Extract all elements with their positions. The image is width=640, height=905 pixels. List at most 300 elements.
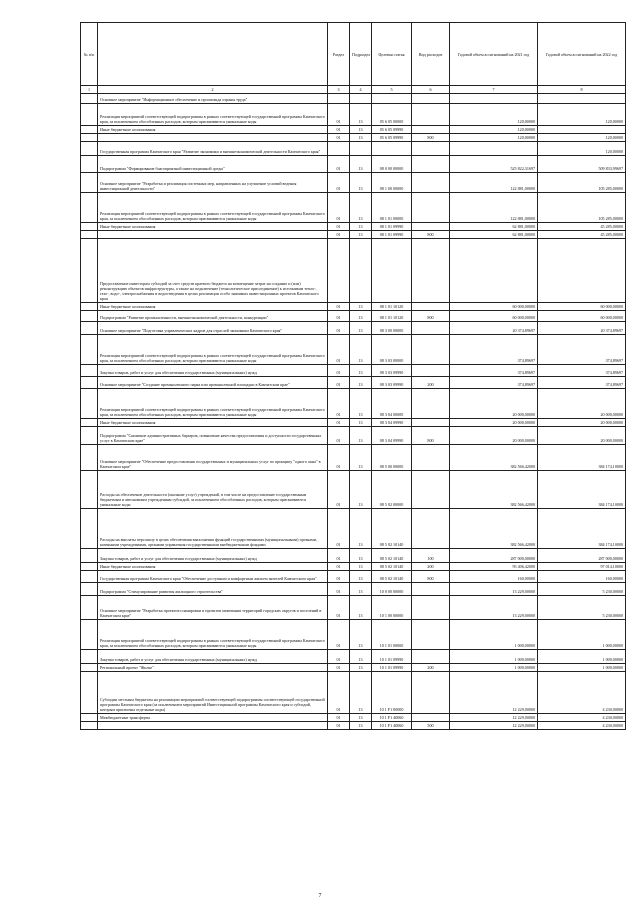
row-exp-type — [412, 620, 450, 650]
row-num — [81, 303, 98, 311]
row-name: Подпрограмма "Стимулирование развития жилищного строительства" — [98, 583, 328, 596]
row-exp-type: 800 — [412, 571, 450, 583]
row-y2021: 525 822,31697 — [450, 156, 538, 173]
row-exp-type — [412, 126, 450, 134]
row-y2022: 105 285,00000 — [538, 193, 626, 223]
table-row — [81, 596, 626, 620]
row-name: Предоставление инвесторам субсидий за счет средств краевого бюджета на возмещение затрат на создание и (или) реконструкцию объектов инфраструктуры, а также на подключение (технологическое присоединение) к источникам тепло-, газо-, водо-, электроснабжения и водоотведения в целях реализации особо значимых инвестиционных проектов Камчатского края — [98, 239, 328, 303]
row-exp-type — [412, 445, 450, 471]
table-row — [81, 311, 626, 322]
row-y2022: 120,00000 — [538, 104, 626, 126]
row-section: 01 — [328, 377, 350, 389]
row-y2021: 120,00000 — [450, 104, 538, 126]
table-row — [81, 571, 626, 583]
header-exp-type: Вид расходов — [412, 23, 450, 86]
column-index: 1 — [81, 86, 98, 94]
row-exp-type — [412, 419, 450, 427]
row-exp-type — [412, 303, 450, 311]
row-subsection: 13 — [350, 104, 372, 126]
row-exp-type: 200 — [412, 377, 450, 389]
row-num — [81, 126, 98, 134]
row-num — [81, 335, 98, 365]
row-section: 01 — [328, 419, 350, 427]
table-row — [81, 377, 626, 389]
row-subsection: 13 — [350, 650, 372, 664]
row-exp-type — [412, 193, 450, 223]
row-exp-type — [412, 94, 450, 104]
row-y2022: 105 285,00000 — [538, 173, 626, 193]
row-name: Иные бюджетные ассигнования — [98, 303, 328, 311]
row-num — [81, 311, 98, 322]
row-num — [81, 596, 98, 620]
row-name: Государственная программа Камчатского края "Обеспечение доступным и комфортным жильем жителей Камчатского края" — [98, 571, 328, 583]
row-y2022: 45 285,00000 — [538, 223, 626, 231]
row-subsection: 13 — [350, 563, 372, 571]
row-y2022: 384 174,10000 — [538, 445, 626, 471]
row-y2022: 1 000,00000 — [538, 664, 626, 672]
row-y2021 — [450, 239, 538, 303]
row-num — [81, 620, 98, 650]
table-row — [81, 563, 626, 571]
row-name: Закупка товаров, работ и услуг для обеспечения государственных (муниципальных) нужд — [98, 549, 328, 563]
row-y2022: 60 000,00000 — [538, 311, 626, 322]
header-y2021: Годовой объем ассигнований на 2021 год — [450, 23, 538, 86]
row-subsection — [350, 142, 372, 156]
row-exp-type — [412, 173, 450, 193]
row-subsection: 13 — [350, 722, 372, 730]
row-name: Межбюджетные трансферты — [98, 714, 328, 722]
row-section: 01 — [328, 104, 350, 126]
row-section: 01 — [328, 583, 350, 596]
page-number: 7 — [318, 893, 322, 899]
row-y2021: 62 881,00000 — [450, 223, 538, 231]
row-target: 08 1 01 00000 — [372, 193, 412, 223]
row-section: 01 — [328, 322, 350, 335]
row-target: 08 5 02 10140 — [372, 549, 412, 563]
table-row — [81, 650, 626, 664]
table-row — [81, 664, 626, 672]
row-target: 08 3 04 00000 — [372, 389, 412, 419]
row-section: 01 — [328, 714, 350, 722]
table-row — [81, 389, 626, 419]
row-target: 10 1 01 09990 — [372, 664, 412, 672]
row-exp-type — [412, 156, 450, 173]
row-y2022: 374,89697 — [538, 365, 626, 377]
header-section: Раздел — [328, 23, 350, 86]
row-subsection — [350, 239, 372, 303]
row-y2022: 60 000,00000 — [538, 303, 626, 311]
row-section — [328, 239, 350, 303]
row-num — [81, 563, 98, 571]
row-name: Субсидии местным бюджетам на реализацию мероприятий соответствующей подпрограммы соответствующей государственной программы Камчатского края (за исключением мероприятий Инвестиционной программы Камчатского края и субсидий, которым присвоены отдельные коды) — [98, 672, 328, 714]
row-target: 08 1 01 10120 — [372, 303, 412, 311]
row-section: 01 — [328, 231, 350, 239]
row-name: Расходы на обеспечение деятельности (оказание услуг) учреждений, в том числе на предоставление государственным бюджетным и автономным учреждениям субсидий, за исключением обособленных расходов, которым присваиваются уникальные коды — [98, 471, 328, 509]
row-num — [81, 322, 98, 335]
row-num — [81, 104, 98, 126]
row-subsection: 13 — [350, 173, 372, 193]
row-section — [328, 94, 350, 104]
row-target: 08 5 02 10140 — [372, 571, 412, 583]
row-y2022 — [538, 94, 626, 104]
row-y2022: 120,00000 — [538, 142, 626, 156]
row-section: 01 — [328, 389, 350, 419]
row-section: 01 — [328, 134, 350, 142]
row-exp-type — [412, 583, 450, 596]
row-name — [98, 231, 328, 239]
row-y2022: 20 000,00000 — [538, 389, 626, 419]
table-row — [81, 104, 626, 126]
row-num — [81, 714, 98, 722]
row-y2022: 20 000,00000 — [538, 419, 626, 427]
row-y2021: 1 000,00000 — [450, 650, 538, 664]
row-name: Закупка товаров, работ и услуг для обеспечения государственных (муниципальных) нужд — [98, 365, 328, 377]
row-section: 01 — [328, 596, 350, 620]
header-y2022: Годовой объем ассигнований на 2022 год — [538, 23, 626, 86]
row-y2022: 1 000,00000 — [538, 650, 626, 664]
row-num — [81, 365, 98, 377]
table-row — [81, 509, 626, 549]
row-subsection: 13 — [350, 509, 372, 549]
row-num — [81, 509, 98, 549]
column-index: 3 — [328, 86, 350, 94]
row-y2021: 20 000,00000 — [450, 427, 538, 445]
table-row — [81, 142, 626, 156]
row-target: 08 1 01 10120 — [372, 311, 412, 322]
row-y2021: 160,00000 — [450, 571, 538, 583]
row-y2021: 1 000,00000 — [450, 664, 538, 672]
row-y2022: 287 000,00000 — [538, 549, 626, 563]
row-section: 01 — [328, 672, 350, 714]
row-num — [81, 142, 98, 156]
row-name: Основное мероприятие "Подготовка управленческих кадров для отраслей экономики Камчатского края" — [98, 322, 328, 335]
table-row — [81, 134, 626, 142]
table-row — [81, 335, 626, 365]
row-target: 10 1 00 00000 — [372, 596, 412, 620]
row-y2021: 122 881,00000 — [450, 173, 538, 193]
row-target: 10 1 F1 40060 — [372, 714, 412, 722]
row-name — [98, 722, 328, 730]
row-y2021: 382 566,42000 — [450, 509, 538, 549]
row-section — [328, 142, 350, 156]
row-name: Региональный проект "Жилье" — [98, 664, 328, 672]
column-index: 8 — [538, 86, 626, 94]
row-target: 08 3 03 00000 — [372, 335, 412, 365]
table-header-row — [81, 23, 626, 86]
row-exp-type: 800 — [412, 231, 450, 239]
row-exp-type: 800 — [412, 134, 450, 142]
column-index-row — [81, 86, 626, 94]
table-body — [81, 94, 626, 730]
row-subsection — [350, 94, 372, 104]
table-row — [81, 231, 626, 239]
row-num — [81, 672, 98, 714]
row-num — [81, 377, 98, 389]
row-exp-type: 200 — [412, 664, 450, 672]
row-exp-type — [412, 714, 450, 722]
row-y2022: 374,89697 — [538, 377, 626, 389]
row-y2021: 287 000,00000 — [450, 549, 538, 563]
row-subsection: 13 — [350, 620, 372, 650]
row-y2022: 374,89697 — [538, 335, 626, 365]
row-num — [81, 419, 98, 427]
row-section: 01 — [328, 427, 350, 445]
header-num: № п/п — [81, 23, 98, 86]
row-section: 01 — [328, 335, 350, 365]
row-section: 01 — [328, 303, 350, 311]
table-row — [81, 322, 626, 335]
table-row — [81, 672, 626, 714]
row-target: 08 5 02 10140 — [372, 509, 412, 549]
table-row — [81, 427, 626, 445]
row-y2022 — [538, 239, 626, 303]
row-exp-type: 800 — [412, 311, 450, 322]
row-section: 01 — [328, 563, 350, 571]
row-y2021: 12 229,00000 — [450, 672, 538, 714]
table-row — [81, 471, 626, 509]
row-subsection: 13 — [350, 156, 372, 173]
row-exp-type — [412, 322, 450, 335]
row-name: Реализация мероприятий соответствующей подпрограммы в рамках соответствующей государственной программы Камчатского края, за исключением обособленных расходов, которым присваиваются уникальные коды — [98, 389, 328, 419]
row-target: 08 3 00 00000 — [372, 322, 412, 335]
row-section: 01 — [328, 223, 350, 231]
row-name: Основное мероприятие "Разработка и реализация системных мер, направленных на улучшение условий ведения инвестиционной деятельности" — [98, 173, 328, 193]
row-name: Реализация мероприятий соответствующей подпрограммы в рамках соответствующей государственной программы Камчатского края, за исключением обособленных расходов, которым присваиваются уникальные коды — [98, 620, 328, 650]
row-name: Расходы на выплаты персоналу в целях обеспечения выполнения функций государственными (муниципальными) органами, казенными учреждениями, органами управления государственными внебюджетными фондами — [98, 509, 328, 549]
budget-table — [80, 22, 626, 730]
row-exp-type — [412, 239, 450, 303]
row-target: 10 1 01 00000 — [372, 620, 412, 650]
table-row — [81, 156, 626, 173]
row-target: 08 0 00 00000 — [372, 156, 412, 173]
table-row — [81, 303, 626, 311]
row-name: Государственная программа Камчатского края "Развитие экономики и внешнеэкономической деятельности Камчатского края" — [98, 142, 328, 156]
row-y2022: 20 374,89697 — [538, 322, 626, 335]
row-target — [372, 94, 412, 104]
row-y2021: 120,00000 — [450, 126, 538, 134]
row-subsection: 13 — [350, 335, 372, 365]
row-num — [81, 571, 98, 583]
row-y2021 — [450, 94, 538, 104]
row-name: Основное мероприятие "Информационное обеспечение и пропаганда охраны труда" — [98, 94, 328, 104]
table-row — [81, 365, 626, 377]
header-target: Целевая статья — [372, 23, 412, 86]
row-y2022 — [538, 126, 626, 134]
row-num — [81, 471, 98, 509]
row-y2022: 120,00000 — [538, 134, 626, 142]
row-subsection: 13 — [350, 571, 372, 583]
row-target: 08 3 04 09990 — [372, 427, 412, 445]
row-exp-type: 500 — [412, 722, 450, 730]
column-index: 6 — [412, 86, 450, 94]
row-name: Подпрограмма "Развитие промышленности, внешнеэкономической деятельности, конкуренции" — [98, 311, 328, 322]
row-subsection: 13 — [350, 322, 372, 335]
row-y2022: 509 833,99697 — [538, 156, 626, 173]
row-target: 08 5 02 10140 — [372, 563, 412, 571]
row-y2022: 45 285,00000 — [538, 231, 626, 239]
row-y2021: 13 229,00000 — [450, 583, 538, 596]
row-subsection: 13 — [350, 389, 372, 419]
row-name: Основное мероприятие "Обеспечение предоставления государственных и муниципальных услуг по принципу "одного окна" в Камчатском крае" — [98, 445, 328, 471]
row-y2021: 122 881,00000 — [450, 193, 538, 223]
row-subsection: 13 — [350, 134, 372, 142]
row-name: Подпрограмма "Снижение административных барьеров, повышение качества предоставления и доступности государственных услуг в Камчатском крае" — [98, 427, 328, 445]
row-name — [98, 134, 328, 142]
row-name: Основное мероприятие "Разработка проектов планировки и проектов межевания территорий городских округов и поселений в Камчатском крае" — [98, 596, 328, 620]
table-row — [81, 419, 626, 427]
table-row — [81, 583, 626, 596]
row-section: 01 — [328, 156, 350, 173]
row-name: Реализация мероприятий соответствующей подпрограммы в рамках соответствующей государственной программы Камчатского края, за исключением обособленных расходов, которым присваиваются уникальные коды — [98, 193, 328, 223]
row-subsection: 13 — [350, 445, 372, 471]
budget-sheet — [80, 22, 625, 730]
table-row — [81, 193, 626, 223]
row-exp-type — [412, 509, 450, 549]
row-y2021: 374,89697 — [450, 377, 538, 389]
row-subsection: 13 — [350, 714, 372, 722]
row-y2021: 62 881,00000 — [450, 231, 538, 239]
header-name — [98, 23, 328, 86]
row-y2022: 384 174,10000 — [538, 471, 626, 509]
row-y2021: 12 229,00000 — [450, 714, 538, 722]
column-index: 4 — [350, 86, 372, 94]
row-subsection: 13 — [350, 311, 372, 322]
row-y2021: 20 000,00000 — [450, 389, 538, 419]
row-section: 01 — [328, 620, 350, 650]
row-name: Реализация мероприятий соответствующей подпрограммы в рамках соответствующей государственной программы Камчатского края, за исключением обособленных расходов, которым присваиваются уникальные коды — [98, 335, 328, 365]
row-target: 05 6 05 09990 — [372, 134, 412, 142]
row-subsection: 13 — [350, 549, 372, 563]
row-target: 08 5 02 00000 — [372, 471, 412, 509]
row-num — [81, 445, 98, 471]
row-exp-type — [412, 335, 450, 365]
row-section: 01 — [328, 571, 350, 583]
table-row — [81, 173, 626, 193]
row-y2021: 120,00000 — [450, 134, 538, 142]
row-subsection: 13 — [350, 471, 372, 509]
row-num — [81, 650, 98, 664]
row-subsection: 13 — [350, 193, 372, 223]
row-exp-type — [412, 104, 450, 126]
row-name: Иные бюджетные ассигнования — [98, 126, 328, 134]
row-num — [81, 664, 98, 672]
row-subsection: 13 — [350, 377, 372, 389]
row-target: 10 1 01 09990 — [372, 650, 412, 664]
row-num — [81, 722, 98, 730]
row-y2022: 384 174,10000 — [538, 509, 626, 549]
row-target: 08 3 03 09990 — [372, 377, 412, 389]
row-y2021: 382 566,42000 — [450, 445, 538, 471]
row-target: 05 6 05 00000 — [372, 104, 412, 126]
row-num — [81, 156, 98, 173]
row-y2022: 4 230,00000 — [538, 714, 626, 722]
row-subsection: 13 — [350, 672, 372, 714]
row-section: 01 — [328, 471, 350, 509]
row-y2021 — [450, 142, 538, 156]
row-y2021: 60 000,00000 — [450, 303, 538, 311]
table-row — [81, 94, 626, 104]
table-row — [81, 549, 626, 563]
row-y2022: 1 000,00000 — [538, 620, 626, 650]
row-exp-type — [412, 365, 450, 377]
row-num — [81, 231, 98, 239]
table-row — [81, 239, 626, 303]
row-num — [81, 193, 98, 223]
row-section: 01 — [328, 173, 350, 193]
row-y2022: 4 230,00000 — [538, 722, 626, 730]
row-name: Иные бюджетные ассигнования — [98, 223, 328, 231]
row-section: 01 — [328, 126, 350, 134]
row-num — [81, 134, 98, 142]
row-num — [81, 389, 98, 419]
row-subsection: 13 — [350, 583, 372, 596]
row-target — [372, 239, 412, 303]
row-y2022: 5 230,00000 — [538, 596, 626, 620]
row-name: Основное мероприятие "Создание промышленного парка или промышленной площадки в Камчатском крае" — [98, 377, 328, 389]
row-y2021: 12 229,00000 — [450, 722, 538, 730]
row-section: 01 — [328, 193, 350, 223]
row-y2021: 20 000,00000 — [450, 419, 538, 427]
row-num — [81, 173, 98, 193]
table-row — [81, 126, 626, 134]
table-row — [81, 722, 626, 730]
row-num — [81, 239, 98, 303]
row-target: 08 3 03 09990 — [372, 365, 412, 377]
row-name: Иные бюджетные ассигнования — [98, 419, 328, 427]
row-num — [81, 549, 98, 563]
row-target — [372, 142, 412, 156]
table-row — [81, 223, 626, 231]
row-subsection: 13 — [350, 365, 372, 377]
row-exp-type — [412, 596, 450, 620]
row-y2022: 5 230,00000 — [538, 583, 626, 596]
row-target: 10 0 00 00000 — [372, 583, 412, 596]
row-subsection: 13 — [350, 596, 372, 620]
row-y2021: 60 000,00000 — [450, 311, 538, 322]
table-row — [81, 445, 626, 471]
row-name: Подпрограмма "Формирование благоприятной инвестиционной среды" — [98, 156, 328, 173]
row-num — [81, 583, 98, 596]
row-section: 01 — [328, 509, 350, 549]
row-exp-type: 200 — [412, 563, 450, 571]
row-name: Реализация мероприятий соответствующей подпрограммы в рамках соответствующей государственной программы Камчатского края, за исключением обособленных расходов, которым присваиваются уникальные коды — [98, 104, 328, 126]
header-subsection: Подраздел — [350, 23, 372, 86]
row-target: 05 6 05 09990 — [372, 126, 412, 134]
row-exp-type — [412, 223, 450, 231]
column-index: 2 — [98, 86, 328, 94]
row-section: 01 — [328, 445, 350, 471]
row-exp-type — [412, 650, 450, 664]
row-target: 08 1 01 09990 — [372, 231, 412, 239]
row-subsection: 13 — [350, 231, 372, 239]
row-subsection: 13 — [350, 223, 372, 231]
row-exp-type: 800 — [412, 427, 450, 445]
row-subsection: 13 — [350, 126, 372, 134]
row-section: 01 — [328, 365, 350, 377]
row-target: 10 1 F1 00000 — [372, 672, 412, 714]
row-target: 08 3 04 09990 — [372, 419, 412, 427]
row-subsection: 13 — [350, 303, 372, 311]
row-y2021: 13 229,00000 — [450, 596, 538, 620]
row-target: 08 1 01 09990 — [372, 223, 412, 231]
row-name: Иные бюджетные ассигнования — [98, 563, 328, 571]
column-index: 7 — [450, 86, 538, 94]
row-y2022: 20 000,00000 — [538, 427, 626, 445]
row-y2021: 20 374,89697 — [450, 322, 538, 335]
table-row — [81, 714, 626, 722]
row-target: 08 1 00 00000 — [372, 173, 412, 193]
row-y2021: 382 566,42000 — [450, 471, 538, 509]
